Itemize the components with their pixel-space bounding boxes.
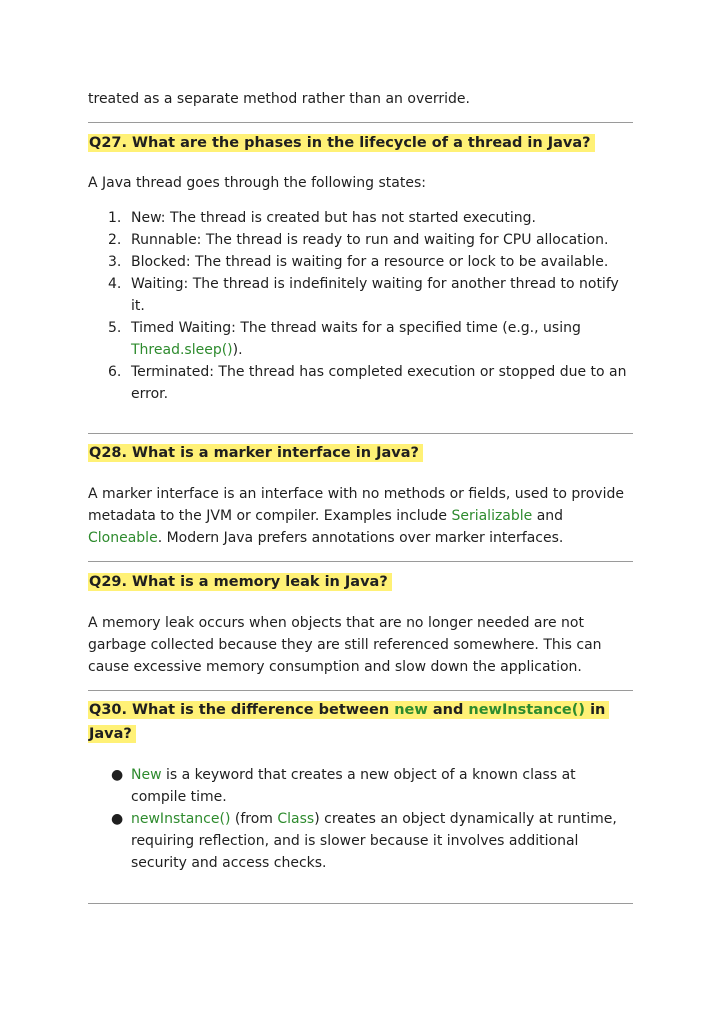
q30-list bbox=[88, 764, 633, 874]
q29-heading bbox=[88, 570, 633, 594]
list-item: 3. Blocked: The thread is waiting for a resource or lock to be available. bbox=[108, 254, 609, 270]
code-new: new bbox=[394, 702, 428, 718]
divider bbox=[88, 903, 633, 904]
divider bbox=[88, 690, 633, 691]
q28-heading bbox=[88, 441, 633, 465]
q27-heading bbox=[88, 131, 633, 155]
q29-body: A memory leak occurs when objects that are no longer needed are not garbage collected because they are still referenced somewhere. This can cause excessive memory consumption and slow down the application. bbox=[88, 615, 602, 675]
code-serializable: Serializable bbox=[451, 508, 533, 524]
list-item: ● newInstance() (from Class) creates an object dynamically at runtime, requiring reflection, and is slower because it involves additional security and access checks. bbox=[88, 808, 633, 874]
list-item: 6. Terminated: The thread has completed execution or stopped due to an error. bbox=[108, 364, 627, 402]
q30-heading bbox=[88, 698, 608, 746]
list-item: 2. Runnable: The thread is ready to run and waiting for CPU allocation. bbox=[108, 232, 609, 248]
document-page bbox=[88, 88, 633, 904]
q29-heading-text: Q29. What is a memory leak in Java? bbox=[88, 573, 392, 591]
code-cloneable: Cloneable bbox=[88, 530, 158, 546]
q27-list bbox=[88, 207, 633, 405]
code-newinstance: newInstance() bbox=[131, 811, 231, 827]
q27-heading-text: Q27. What are the phases in the lifecycle of a thread in Java? bbox=[88, 134, 595, 152]
q30-heading-text: Q30. What is the difference between new and newInstance() in Java? bbox=[88, 701, 609, 743]
q27-intro: A Java thread goes through the following states: bbox=[88, 175, 426, 191]
list-item: 5. Timed Waiting: The thread waits for a specified time (e.g., using Thread.sleep()). bbox=[108, 320, 581, 358]
list-item: ● New is a keyword that creates a new object of a known class at compile time. bbox=[88, 764, 633, 808]
divider bbox=[88, 561, 633, 562]
list-item: 4. Waiting: The thread is indefinitely waiting for another thread to notify it. bbox=[108, 276, 619, 314]
bullet-icon: ● bbox=[111, 811, 124, 827]
code-newinstance: newInstance() bbox=[468, 702, 586, 718]
code-new: New bbox=[131, 767, 162, 783]
divider bbox=[88, 122, 633, 123]
code-thread-sleep: Thread.sleep() bbox=[131, 342, 233, 358]
q28-body: A marker interface is an interface with no methods or fields, used to provide metadata to the JVM or compiler. Examples include Serializable and Cloneable. Modern Java prefers annotations over marker interfaces. bbox=[88, 486, 624, 546]
q28-heading-text: Q28. What is a marker interface in Java? bbox=[88, 444, 423, 462]
intro-text: treated as a separate method rather than an override. bbox=[88, 91, 470, 107]
divider bbox=[88, 433, 633, 434]
code-class: Class bbox=[277, 811, 315, 827]
list-item: 1. New: The thread is created but has not started executing. bbox=[108, 210, 537, 226]
bullet-icon: ● bbox=[111, 767, 124, 783]
